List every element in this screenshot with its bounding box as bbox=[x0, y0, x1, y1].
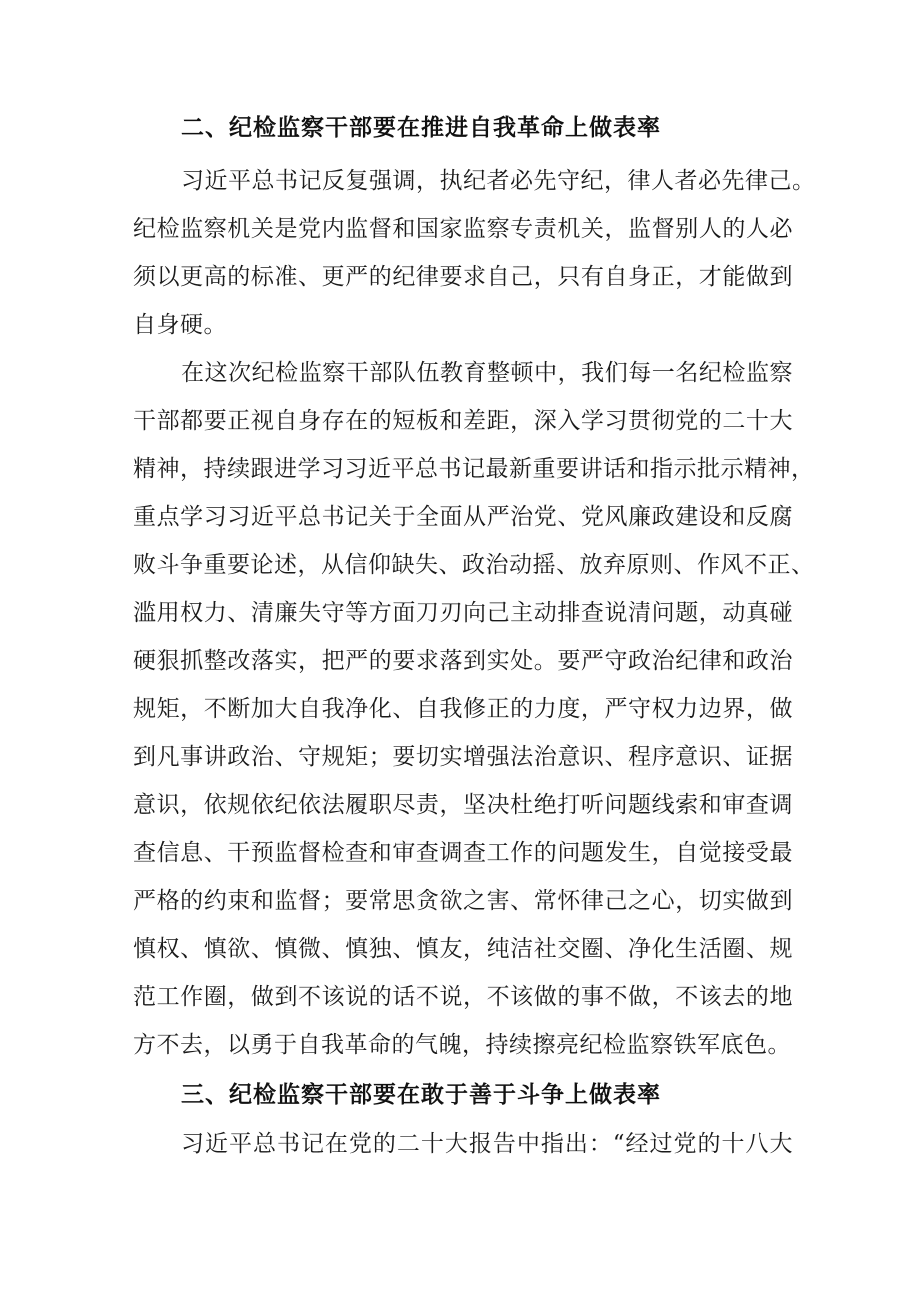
section-3-para-1-line-1: 习近平总书记在党的二十大报告中指出：“经过党的十八大 bbox=[181, 1131, 793, 1157]
section-2-para-2-line-2: 干部都要正视自身存在的短板和差距，深入学习贯彻党的二十大 bbox=[133, 408, 793, 434]
section-2-para-2-line-5: 败斗争重要论述，从信仰缺失、政治动摇、放弃原则、作风不正、 bbox=[133, 552, 815, 578]
section-2-para-2-line-9: 到凡事讲政治、守规矩；要切实增强法治意识、程序意识、证据 bbox=[133, 744, 793, 770]
section-2-para-2-line-6: 滥用权力、清廉失守等方面刀刃向己主动排查说清问题，动真碰 bbox=[133, 600, 793, 626]
section-2-para-1-line-4: 自身硬。 bbox=[133, 312, 227, 338]
section-2-para-2-line-3: 精神，持续跟进学习习近平总书记最新重要讲话和指示批示精神， bbox=[133, 456, 815, 482]
section-2-para-2-line-10: 意识，依规依纪依法履职尽责，坚决杜绝打听问题线索和审查调 bbox=[133, 792, 793, 818]
section-2-para-1-line-2: 纪检监察机关是党内监督和国家监察专责机关，监督别人的人必 bbox=[133, 216, 793, 242]
section-2-para-2-line-1: 在这次纪检监察干部队伍教育整顿中，我们每一名纪检监察 bbox=[181, 360, 793, 386]
section-2-para-2-line-14: 范工作圈，做到不该说的话不说，不该做的事不做，不该去的地 bbox=[133, 984, 793, 1010]
section-2-heading: 二、纪检监察干部要在推进自我革命上做表率 bbox=[181, 115, 661, 141]
section-2-para-2-line-4: 重点学习习近平总书记关于全面从严治党、党风廉政建设和反腐 bbox=[133, 504, 793, 530]
section-2-para-2-line-11: 查信息、干预监督检查和审查调查工作的问题发生，自觉接受最 bbox=[133, 840, 793, 866]
section-2-para-2-line-7: 硬狠抓整改落实，把严的要求落到实处。要严守政治纪律和政治 bbox=[133, 648, 793, 674]
section-3-heading: 三、纪检监察干部要在敢于善于斗争上做表率 bbox=[181, 1082, 661, 1108]
section-2-para-2-line-15: 方不去，以勇于自我革命的气魄，持续擦亮纪检监察铁军底色。 bbox=[133, 1032, 791, 1058]
section-2-para-2-line-12: 严格的约束和监督；要常思贪欲之害、常怀律己之心，切实做到 bbox=[133, 888, 793, 914]
section-2-para-2-line-13: 慎权、慎欲、慎微、慎独、慎友，纯洁社交圈、净化生活圈、规 bbox=[133, 936, 793, 962]
section-2-para-1-line-3: 须以更高的标准、更严的纪律要求自己，只有自身正，才能做到 bbox=[133, 264, 793, 290]
section-2-para-2-line-8: 规矩，不断加大自我净化、自我修正的力度，严守权力边界，做 bbox=[133, 696, 793, 722]
section-2-para-1-line-1: 习近平总书记反复强调，执纪者必先守纪，律人者必先律己。 bbox=[181, 168, 816, 194]
